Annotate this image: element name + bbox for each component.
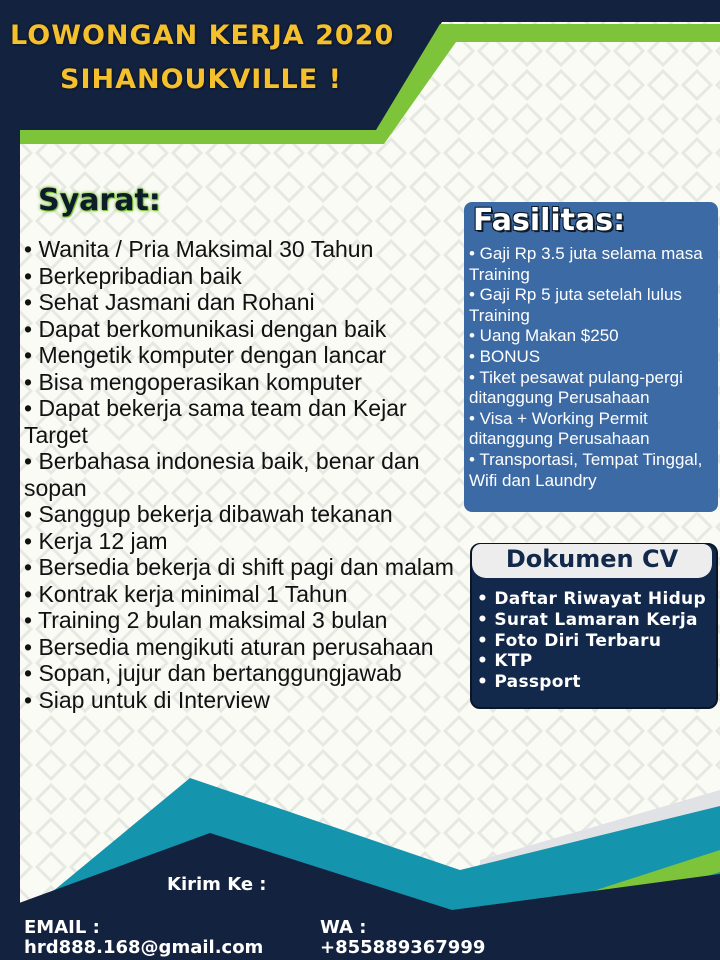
dokumen-item: • Foto Diri Terbaru [477,630,662,651]
syarat-list [24,236,474,713]
fasilitas-item: • Gaji Rp 3.5 juta selama masa Training [469,244,703,284]
syarat-title: Syarat: [38,183,161,218]
syarat-item: • Sehat Jasmani dan Rohani [24,289,315,315]
fasilitas-item: • Visa + Working Permit ditanggung Perusahaan [469,408,650,449]
syarat-item: • Bisa mengoperasikan komputer [24,368,362,395]
fasilitas-list [469,244,717,491]
syarat-item: • Dapat berkomunikasi dengan baik [24,315,387,342]
fasilitas-item: • Transportasi, Tempat Tinggal, Wifi dan Laundry [469,449,703,490]
fasilitas-item: • Uang Makan $250 [469,326,619,346]
header-title-line1: LOWONGAN KERJA 2020 [10,20,395,51]
dokumen-title: Dokumen CV [505,545,679,573]
dokumen-item: • KTP [477,651,533,672]
fasilitas-item: • BONUS [469,346,541,366]
header-title-line2: SIHANOUKVILLE ! [60,64,342,95]
syarat-item: • Mengetik komputer dengan lancar [24,342,387,368]
kirim-label: Kirim Ke : [167,874,267,895]
dokumen-item: • Passport [477,672,581,693]
syarat-item: • Bersedia mengikuti aturan perusahaan [24,633,434,660]
dokumen-item: • Daftar Riwayat Hidup [477,589,706,609]
wa-value: +855889367999 [320,937,486,958]
syarat-item: • Training 2 bulan maksimal 3 bulan [24,607,388,633]
email-value: hrd888.168@gmail.com [24,937,264,958]
syarat-item: • Kerja 12 jam [24,527,168,554]
fasilitas-title: Fasilitas: [473,203,626,238]
syarat-item: • Kontrak kerja minimal 1 Tahun [24,580,348,607]
syarat-item: • Bersedia bekerja di shift pagi dan malam [24,554,454,580]
syarat-item: • Sopan, jujur dan bertanggungjawab [24,660,402,686]
dokumen-list [477,589,717,693]
syarat-item: • Wanita / Pria Maksimal 30 Tahun [24,236,374,262]
syarat-item: • Siap untuk di Interview [24,686,270,713]
dokumen-item: • Surat Lamaran Kerja [477,609,698,630]
email-label: EMAIL : [24,917,100,938]
syarat-item: • Berbahasa indonesia baik, benar dan sopan [24,448,420,501]
syarat-item: • Berkepribadian baik [24,262,242,289]
fasilitas-item: • Gaji Rp 5 juta setelah lulus Training [469,285,682,325]
syarat-item: • Sanggup bekerja dibawah tekanan [24,501,393,527]
syarat-item: • Dapat bekerja sama team dan Kejar Target [24,395,407,448]
fasilitas-item: • Tiket pesawat pulang-pergi ditanggung Perusahaan [469,367,683,408]
wa-label: WA : [320,917,367,938]
